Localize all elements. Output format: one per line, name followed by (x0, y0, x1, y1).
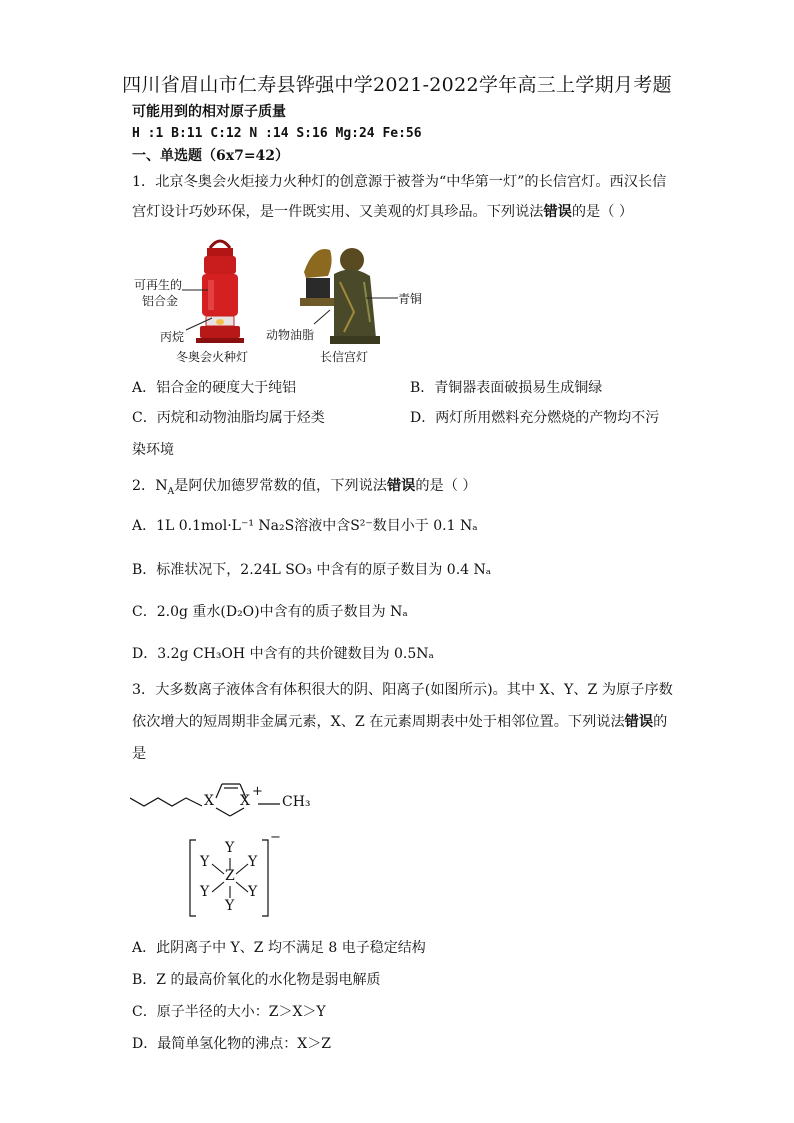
q3-option-d[interactable]: D．最简单氢化物的沸点：X＞Z (132, 1036, 331, 1052)
caption-palace-lamp: 长信宫灯 (320, 350, 369, 364)
label-propane: 丙烷 (160, 330, 185, 344)
palace-lamp-label-lines (310, 290, 400, 330)
label-alloy-line1: 可再生的 (134, 278, 183, 292)
q3-option-a[interactable]: A．此阴离子中 Y、Z 均不满足 8 电子稳定结构 (132, 940, 426, 956)
q1-stem-bracket: 的是（ ） (571, 204, 634, 220)
q2-option-c[interactable]: C．2.0g 重水(D₂O)中含有的质子数目为 Nₐ (132, 604, 408, 620)
q2-stem-text: 是阿伏加德罗常数的值，下列说法 (174, 478, 387, 494)
q3-stem-text: 依次增大的短周期非金属元素，X、Z 在元素周期表中处于相邻位置。下列说法 (132, 714, 625, 730)
q1-stem-text: 宫灯设计巧妙环保，是一件既实用、又美观的灯具珍品。下列说法 (132, 204, 544, 220)
q2-option-d[interactable]: D．3.2g CH₃OH 中含有的共价键数目为 0.5Nₐ (132, 646, 434, 662)
anion-z-center: Z (225, 868, 235, 884)
q2-stem-emphasis: 错误 (386, 478, 416, 494)
section-heading: 一、单选题（6x7=42） (132, 148, 290, 164)
anion-y-lower-right: Y (248, 884, 258, 900)
caption-olympic-lamp: 冬奥会火种灯 (176, 350, 249, 364)
q3-option-c[interactable]: C．原子半径的大小：Z＞X＞Y (132, 1004, 326, 1020)
q3-stem-line2 (132, 712, 667, 732)
q3-stem-line3: 是 (132, 746, 147, 762)
atomic-mass-header: 可能用到的相对原子质量 (132, 104, 286, 120)
q3-option-b[interactable]: B．Z 的最高价氧化的水化物是弱电解质 (132, 972, 381, 988)
anion-y-bottom: Y (225, 898, 235, 914)
q3-stem-tail: 的 (653, 714, 668, 730)
label-animal-fat: 动物油脂 (266, 328, 315, 342)
label-bronze: 青铜 (398, 292, 423, 306)
q1-option-a[interactable]: A．铝合金的硬度大于纯铝 (132, 380, 297, 396)
q1-stem-line2 (132, 202, 633, 222)
cation-x-left: X (204, 793, 214, 809)
q3-stem-line1: 3．大多数离子液体含有体积很大的阴、阳离子(如图所示)。其中 X、Y、Z 为原子序数 (132, 682, 673, 698)
anion-y-lower-left: Y (200, 884, 210, 900)
q1-option-d-line1[interactable]: D．两灯所用燃料充分燃烧的产物均不污 (410, 410, 660, 426)
cation-plus-sign: + (252, 784, 263, 799)
q1-option-c[interactable]: C．丙烷和动物油脂均属于烃类 (132, 410, 325, 426)
anion-y-top: Y (225, 840, 235, 856)
anion-y-upper-right: Y (248, 854, 258, 870)
cation-methyl: CH₃ (282, 794, 311, 810)
lantern-label-lines (180, 280, 220, 340)
atomic-mass-list: H :1 B:11 C:12 N :14 S:16 Mg:24 Fe:56 (132, 126, 422, 141)
q2-option-a[interactable]: A．1L 0.1mol·L⁻¹ Na₂S溶液中含S²⁻数目小于 0.1 Nₐ (132, 518, 478, 534)
page-title: 四川省眉山市仁寿县铧强中学2021-2022学年高三上学期月考题 (122, 74, 672, 96)
anion-y-upper-left: Y (200, 854, 210, 870)
q1-option-d-line2: 染环境 (132, 442, 174, 458)
label-alloy-line2: 铝合金 (142, 294, 179, 308)
q1-stem-line1: 1．北京冬奥会火炬接力火种灯的创意源于被誉为“中华第一灯”的长信宫灯。西汉长信 (132, 174, 667, 190)
q2-option-b[interactable]: B．标准状况下，2.24L SO₃ 中含有的原子数目为 0.4 Nₐ (132, 562, 492, 578)
q1-option-b[interactable]: B．青铜器表面破损易生成铜绿 (410, 380, 603, 396)
q3-stem-emphasis: 错误 (624, 714, 654, 730)
q2-stem-bracket: 的是（ ） (415, 478, 477, 494)
q1-stem-emphasis: 错误 (543, 204, 572, 220)
avogadro-symbol: $N_A$ (155, 478, 175, 497)
q2-stem (132, 476, 477, 502)
anion-charge-sign: − (270, 830, 281, 845)
cation-x-right: X (240, 793, 250, 809)
q2-number: 2． (132, 478, 156, 494)
